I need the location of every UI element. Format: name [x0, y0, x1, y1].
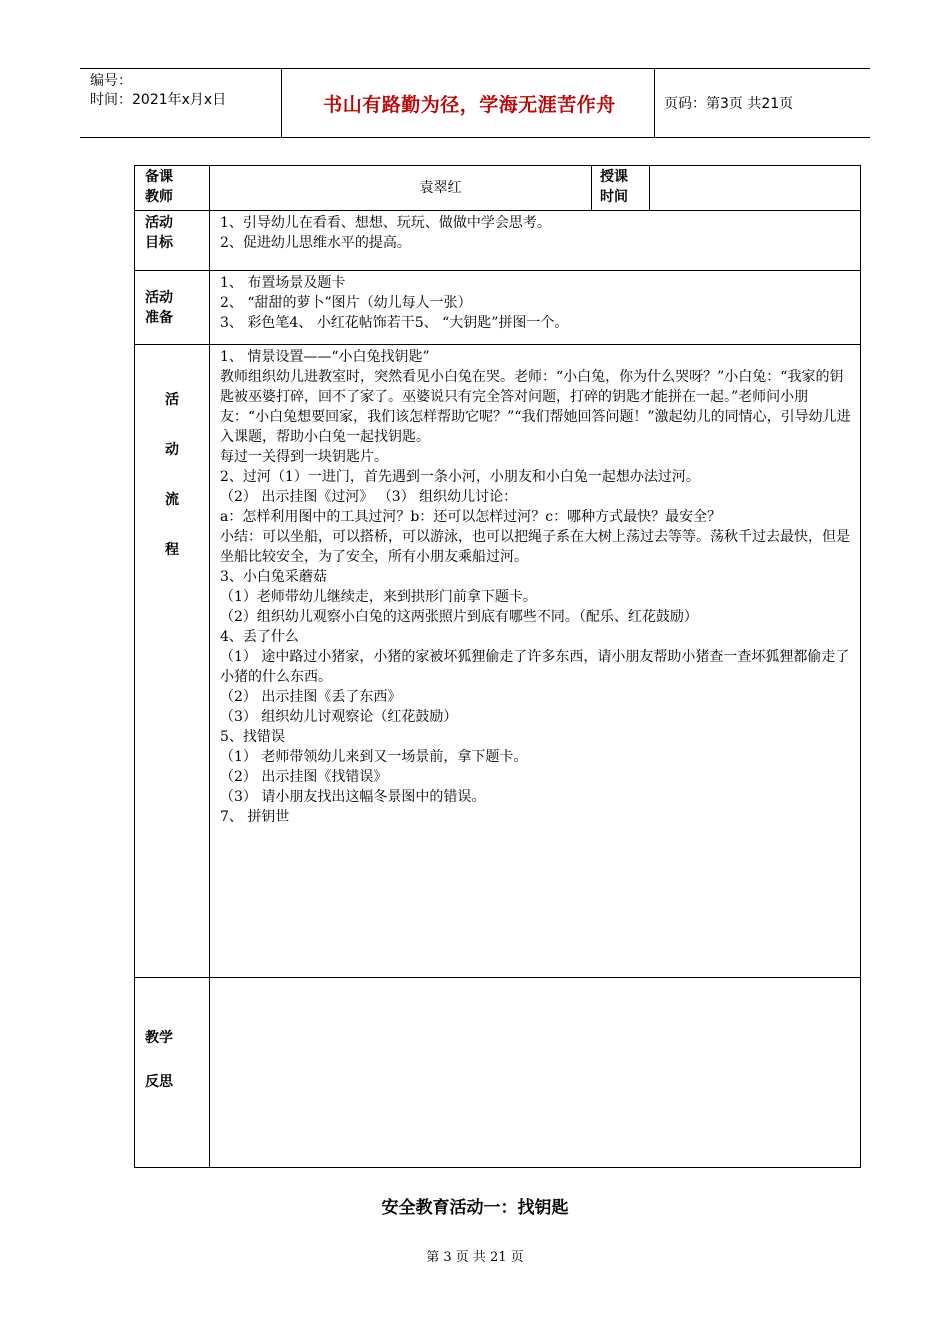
page-info: 页码：第3页 共21页	[664, 96, 794, 112]
process-line: 1、 情景设置——“小白兔找钥匙”	[220, 349, 430, 365]
process-line: （2） 出示挂图《丢了东西》	[220, 689, 402, 705]
goal-item: 2、促进幼儿思维水平的提高。	[220, 235, 411, 251]
process-line: （2） 出示挂图《过河》 （3） 组织幼儿讨论：	[220, 489, 518, 505]
process-content	[210, 345, 861, 978]
prep-row	[135, 271, 861, 345]
process-line: （2）组织幼儿观察小白兔的这两张照片到底有哪些不同。（配乐、红花鼓励）	[220, 609, 698, 625]
process-row	[135, 345, 861, 978]
prep-content	[210, 271, 861, 345]
process-line: （1）老师带幼儿继续走，来到拱形门前拿下题卡。	[220, 589, 537, 605]
process-line: 每过一关得到一块钥匙片。	[220, 449, 388, 465]
process-line: （3） 组织幼儿讨观察论（红花鼓励）	[220, 709, 458, 725]
process-line: 教师组织幼儿进教室时，突然看见小白兔在哭。老师：“小白兔，你为什么哭呀？”小白兔：“我家的钥匙被巫婆打碎，回不了家了。巫婆说只有完全答对问题，打碎的钥匙才能拼在一起。”老师问小朋友：“小白兔想要回家，我们该怎样帮助它呢？”“我们帮她回答问题！”激起幼儿的同情心，引导幼儿进入课题，帮助小白兔一起找钥匙。	[220, 369, 851, 445]
header-divider	[281, 69, 282, 137]
prep-item: 1、 布置场景及题卡	[220, 275, 346, 291]
motto: 书山有路勤为径，学海无涯苦作舟	[323, 93, 616, 116]
serial-label: 编号：	[90, 73, 132, 89]
process-label-char: 动	[165, 442, 179, 458]
prep-item: 2、 “甜甜的萝卜”图片（幼儿每人一张）	[220, 295, 472, 311]
process-line: （1） 途中路过小猪家，小猪的家被坏狐狸偷走了许多东西，请小朋友帮助小猪查一查坏狐狸都偷走了小猪的什么东西。	[220, 649, 850, 685]
class-time-label: 授课 时间	[592, 166, 650, 211]
reflect-content	[210, 978, 861, 1168]
prep-item: 3、 彩色笔4、 小红花帖饰若干5、 “大钥匙”拼图一个。	[220, 315, 569, 331]
process-line: （1） 老师带领幼儿来到又一场景前，拿下题卡。	[220, 749, 528, 765]
process-line: （3） 请小朋友找出这幅冬景图中的错误。	[220, 789, 486, 805]
process-line: 3、小白兔采蘑菇	[220, 569, 327, 585]
header-meta	[90, 72, 226, 110]
teacher-row	[135, 166, 861, 211]
process-line: 小结：可以坐船，可以搭桥，可以游泳，也可以把绳子系在大树上荡过去等等。荡秋千过去最快，但是坐船比较安全，为了安全，所有小朋友乘船过河。	[220, 529, 850, 565]
teacher-name: 袁翠红	[210, 166, 592, 211]
reflect-label-line: 反思	[145, 1074, 173, 1090]
reflect-label	[135, 978, 210, 1168]
goal-label: 活动 目标	[135, 211, 210, 271]
process-line: （2） 出示挂图《找错误》	[220, 769, 388, 785]
reflect-row	[135, 978, 861, 1168]
page-header	[80, 68, 870, 138]
process-line: 5、找错误	[220, 729, 285, 745]
time-label: 时间：2021年x月x日	[90, 92, 227, 108]
teacher-label: 备课 教师	[135, 166, 210, 211]
process-line: 7、 拼钥世	[220, 809, 290, 825]
reflect-label-line: 教学	[145, 1030, 173, 1046]
lesson-plan-table	[134, 165, 861, 1168]
process-line: a：怎样利用图中的工具过河？b：还可以怎样过河？c：哪种方式最快？最安全？	[220, 509, 722, 525]
activity-title: 安全教育活动一：找钥匙	[381, 1198, 569, 1218]
page-number: 第 3 页 共 21 页	[426, 1250, 524, 1265]
process-line: 2、过河（1）一进门，首先遇到一条小河，小朋友和小白兔一起想办法过河。	[220, 469, 700, 485]
goal-item: 1、引导幼儿在看看、想想、玩玩、做做中学会思考。	[220, 215, 551, 231]
process-label-char: 活	[165, 392, 179, 408]
process-label	[135, 345, 210, 978]
class-time-value	[650, 166, 861, 211]
goal-content	[210, 211, 861, 271]
process-line: 4、丢了什么	[220, 629, 299, 645]
goal-row	[135, 211, 861, 271]
process-label-char: 流	[165, 492, 179, 508]
prep-label: 活动 准备	[135, 271, 210, 345]
process-label-char: 程	[165, 542, 179, 558]
